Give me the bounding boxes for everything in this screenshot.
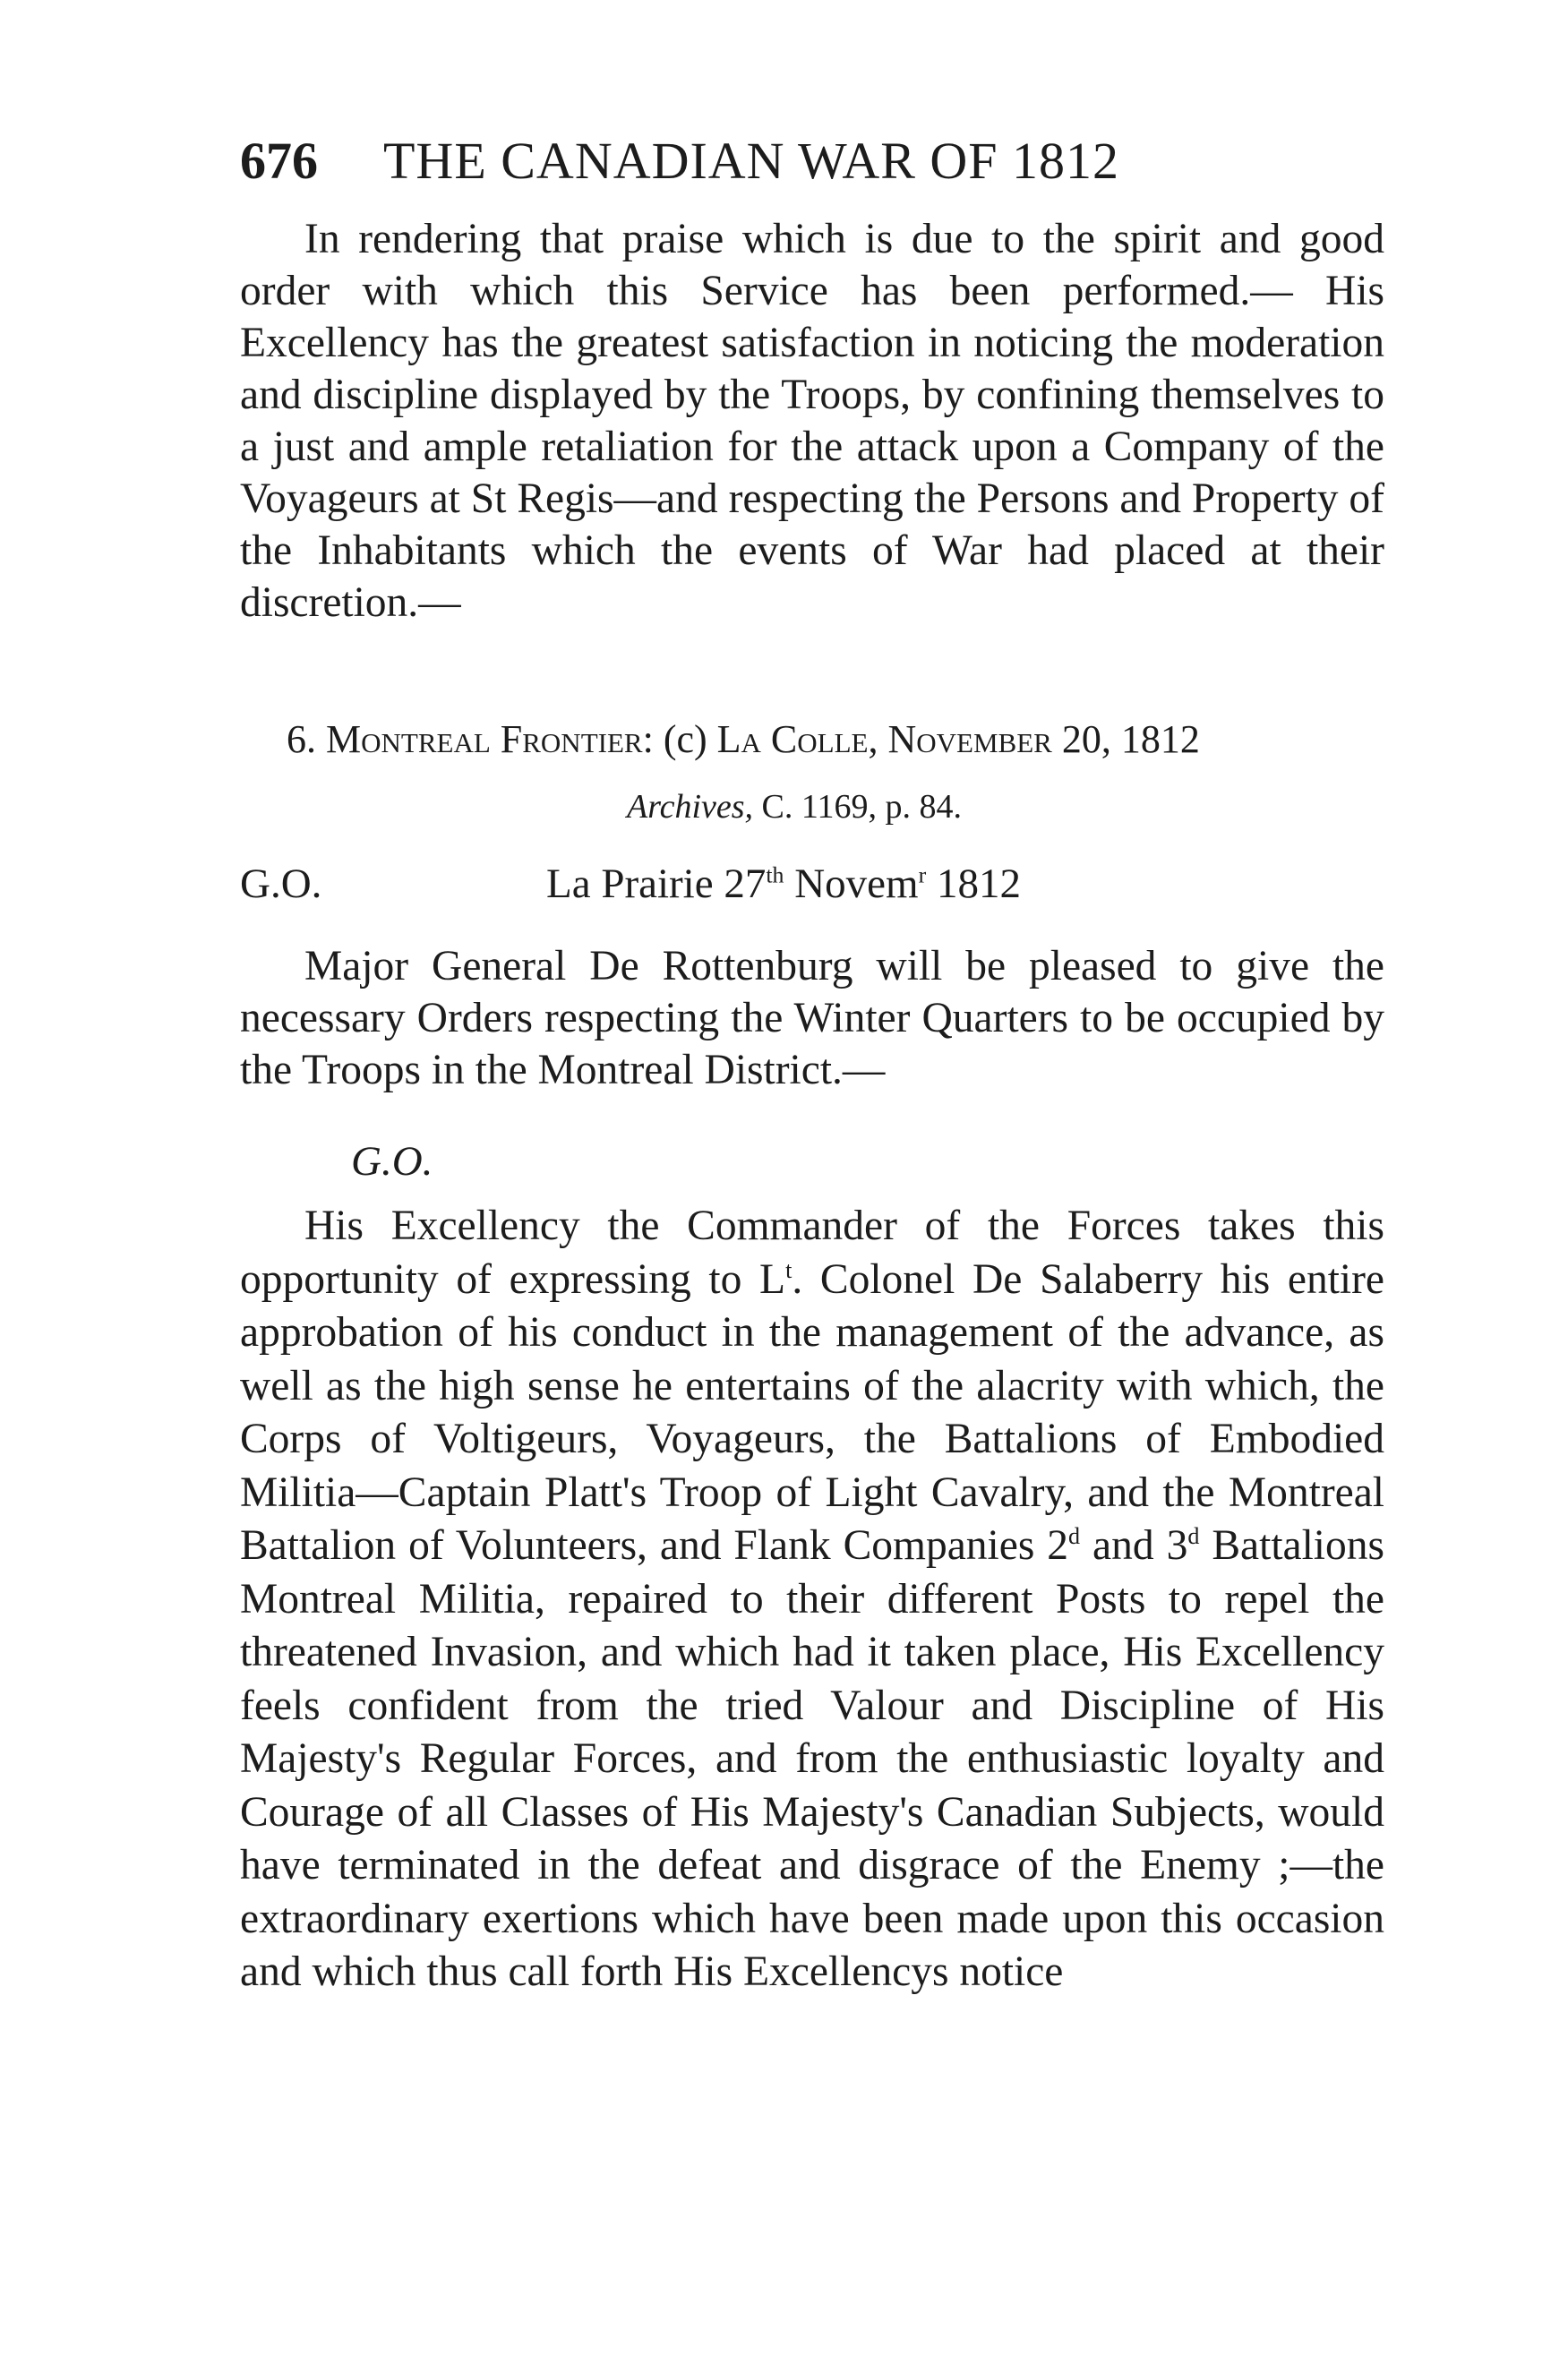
- superscript: t: [785, 1256, 793, 1283]
- section-title-part1: Montreal Frontier: [326, 717, 643, 761]
- page-number: 676: [240, 132, 318, 190]
- second-order-label: G.O.: [351, 1138, 433, 1185]
- text-run: . Colonel De Salaberry his entire approbation of his conduct in the management of the advance, as well as the high sense he entertains of the alacrity with which, the Corps of Voltigeurs, Voyageurs, the Battalions of Embodied Militia—Captain Platt's Troop of Light Cavalry, and the Montreal Battalion of Volunteers, and Flank Companies 2: [240, 1255, 1384, 1569]
- text-run: His Excellency the Commander of the Forces takes this opportunity of expressing to L: [240, 1203, 1384, 1303]
- source-citation: [627, 786, 962, 827]
- section-title-prefix: (c): [663, 717, 707, 761]
- section-title-part2: La Colle, November: [716, 717, 1052, 761]
- paragraph-praise: [240, 213, 1384, 629]
- section-title-sep: :: [642, 717, 654, 761]
- paragraph-text: Major General De Rottenburg will be pleased to give the necessary Orders respecting the Winter Quarters to be occupied by the Troops in the Montreal District.—: [240, 943, 1384, 1093]
- running-title: THE CANADIAN WAR OF 1812: [383, 132, 1120, 190]
- order-day-suffix: th: [766, 861, 784, 888]
- page-header: [240, 133, 1234, 190]
- section-number: 6.: [287, 717, 316, 761]
- paragraph-commendation: [240, 1200, 1384, 2000]
- source-archive: Archives,: [627, 788, 754, 826]
- paragraph-text: [240, 1200, 1384, 2000]
- order-month-suffix: r: [918, 861, 927, 888]
- text-run: Battalions Montreal Militia, repaired to their different Posts to repel the threatened Invasion, and which had it taken place, His Excellency feels confident from the tried Valour and Discipline of His Majesty's Regular Forces, and from the enthusiastic loyalty and Courage of all Classes of His Majesty's Canadian Subjects, would have terminated in the defeat and disgrace of the Enemy ;—the extraordinary exertions which have been made upon this occasion and which thus call forth His Excellencys notice: [240, 1522, 1384, 1995]
- general-order-dateline: [240, 858, 1384, 910]
- order-month: Novem: [794, 861, 919, 907]
- source-reference: C. 1169, p. 84.: [761, 788, 962, 826]
- paragraph-text: In rendering that praise which is due to the spirit and good order with which this Service has been performed.— His Excellency has the greatest satisfaction in noticing the moderation and discipline displayed by the Troops, by confining themselves to a just and ample retaliation for the attack upon a Company of the Voyageurs at St Regis—and respecting the Persons and Property of the Inhabitants which the events of War had placed at their discretion.—: [240, 216, 1384, 626]
- superscript: d: [1187, 1523, 1200, 1550]
- order-label: G.O.: [240, 861, 322, 907]
- order-year: 1812: [936, 861, 1021, 907]
- order-place: La Prairie 27: [546, 861, 767, 907]
- text-run: and 3: [1080, 1522, 1188, 1569]
- superscript: d: [1068, 1523, 1081, 1550]
- section-date: 20, 1812: [1061, 717, 1200, 761]
- section-heading: [287, 715, 1388, 765]
- paragraph-winter-quarters: [240, 940, 1384, 1096]
